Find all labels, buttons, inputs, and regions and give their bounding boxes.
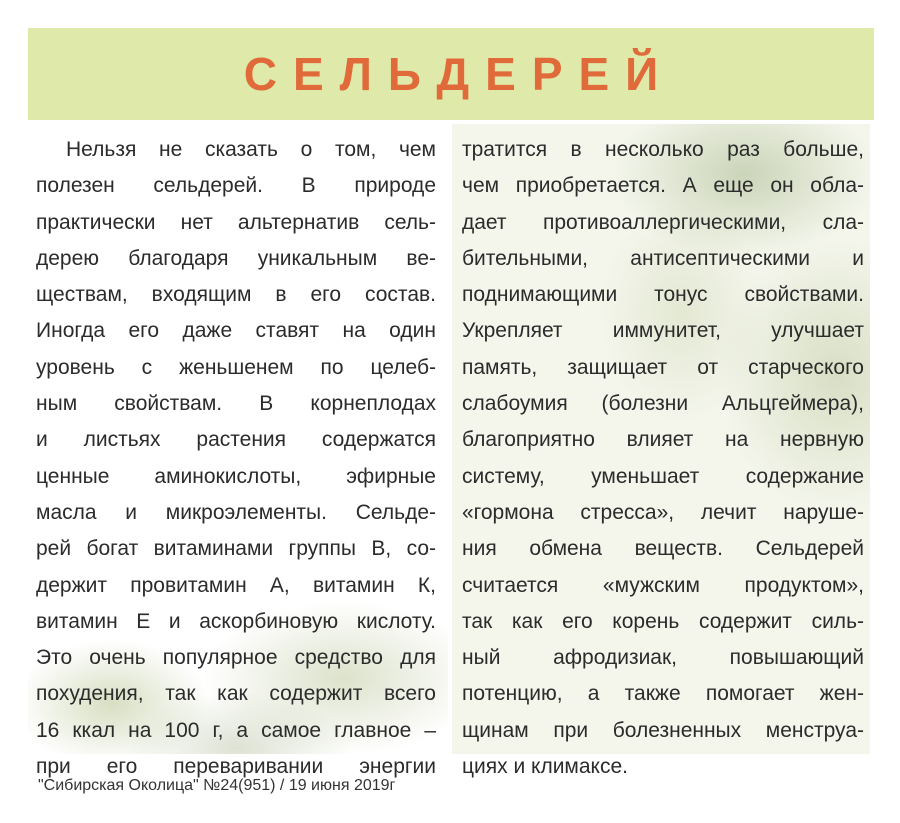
text-line: чем приобретается. А еще он обла- (462, 174, 864, 198)
text-line: 16 ккал на 100 г, а самое главное – (36, 718, 436, 742)
text-line: Это очень популярное средство для (36, 646, 436, 670)
text-line: и листьях растения содержатся (36, 428, 436, 452)
text-line: практически нет альтернатив сель- (36, 210, 436, 234)
text-line: потенцию, а также помогает жен- (462, 682, 864, 706)
text-line: слабоумия (болезни Альцгеймера), (462, 392, 864, 416)
text-line: «гормона стресса», лечит наруше- (462, 500, 864, 524)
text-line: щинам при болезненных менструа- (462, 718, 864, 742)
text-line: ный афродизиак, повышающий (462, 646, 864, 670)
left-column (36, 132, 436, 785)
text-line: тратится в несколько раз больше, (462, 138, 864, 161)
source-citation: "Сибирская Околица" №24(951) / 19 июня 2019г (38, 777, 396, 794)
article-title: СЕЛЬДЕРЕЙ (243, 48, 675, 100)
text-line: держит провитамин А, витамин К, (36, 573, 436, 597)
text-line: рей богат витаминами группы В, со- (36, 537, 436, 561)
text-line: систему, уменьшает содержание (462, 464, 864, 488)
text-line: Нельзя не сказать о том, чем (66, 138, 436, 161)
text-line: бительными, антисептическими и (462, 246, 864, 270)
right-column (462, 132, 864, 785)
text-line: при его переваривании энергии (36, 755, 436, 779)
text-line: Иногда его даже ставят на один (36, 319, 436, 343)
text-line: ным свойствам. В корнеплодах (36, 392, 436, 416)
text-line: так как его корень содержит силь- (462, 609, 864, 633)
text-line: ния обмена веществ. Сельдерей (462, 537, 864, 561)
text-line: благоприятно влияет на нервную (462, 428, 864, 452)
text-line: ценные аминокислоты, эфирные (36, 464, 436, 488)
text-line: витамин Е и аскорбиновую кислоту. (36, 609, 436, 633)
text-line: память, защищает от старческого (462, 355, 864, 379)
text-line: поднимающими тонус свойствами. (462, 283, 864, 307)
text-line: дерею благодаря уникальным ве- (36, 246, 436, 270)
text-line: Укрепляет иммунитет, улучшает (462, 319, 864, 343)
text-line: дает противоаллергическими, сла- (462, 210, 864, 234)
text-line: полезен сельдерей. В природе (36, 174, 436, 198)
text-line: масла и микроэлементы. Сельде- (36, 500, 436, 524)
text-line: циях и климаксе. (462, 755, 628, 779)
text-line: считается «мужским продуктом», (462, 573, 864, 597)
text-line: ществам, входящим в его состав. (36, 283, 436, 307)
title-banner (28, 28, 874, 120)
text-line: уровень с женьшенем по целеб- (36, 355, 436, 379)
text-line: похудения, так как содержит всего (36, 682, 436, 706)
